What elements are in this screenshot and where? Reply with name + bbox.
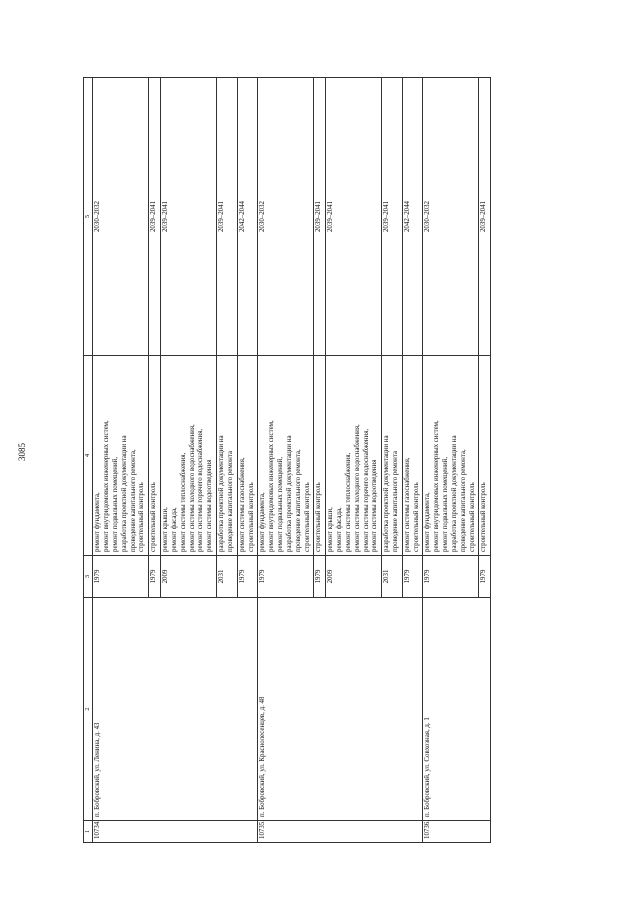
work-item: разработка проектной документации на: [383, 435, 391, 552]
work-item: ремонт фундамента,: [94, 492, 102, 552]
works-list: [402, 356, 423, 556]
work-item: разработка проектной документации на: [120, 435, 128, 552]
work-item: строительный контроль: [412, 482, 420, 552]
work-item: ремонт подвальных помещений,: [277, 456, 285, 552]
work-item: ремонт системы горячего водоснабжения,: [362, 428, 370, 552]
work-item: строительный контроль: [480, 482, 488, 552]
build-year: 1979: [93, 556, 149, 598]
work-item: ремонт системы холодного водоснабжения,: [353, 424, 361, 552]
rotated-table-container: [83, 78, 601, 843]
work-item: ремонт системы горячего водоснабжения,: [197, 428, 205, 552]
record-number: 10735.: [258, 821, 423, 843]
build-year: 1979: [402, 556, 423, 598]
build-year: 1979: [149, 556, 161, 598]
record-address: п. Бобровский, ул. Ленина, д. 43: [93, 598, 258, 821]
repair-period: 2039–2041: [314, 78, 326, 356]
work-item: ремонт подвальных помещений,: [111, 456, 119, 552]
works-list: [326, 356, 382, 556]
works-list: [237, 356, 258, 556]
repair-period: 2030–2032: [258, 78, 314, 356]
work-item: ремонт системы теплоснабжения,: [179, 452, 187, 552]
work-item: ремонт внутридомовых инженерных систем,: [103, 420, 111, 552]
work-item: проведение капитального ремонта,: [129, 449, 137, 552]
works-list: [217, 356, 238, 556]
repair-period: 2039–2041: [382, 78, 403, 356]
build-year: 2009: [161, 556, 217, 598]
repair-period: 2042–2044: [402, 78, 423, 356]
work-item: ремонт системы теплоснабжения,: [344, 452, 352, 552]
work-item: строительный контроль: [247, 482, 255, 552]
build-year: 1979: [314, 556, 326, 598]
work-item: проведение капитального ремонта,: [459, 449, 467, 552]
build-year: 2009: [326, 556, 382, 598]
build-year: 2031: [382, 556, 403, 598]
work-item: ремонт подвальных помещений,: [442, 456, 450, 552]
work-item: ремонт фундамента,: [259, 492, 267, 552]
work-item: проведение капитального ремонта: [391, 451, 399, 552]
build-year: 1979: [423, 556, 479, 598]
header-cell-3: 3: [84, 556, 93, 598]
work-item: разработка проектной документации на: [218, 435, 226, 552]
work-item: строительный контроль: [315, 482, 323, 552]
table-row: [93, 78, 149, 843]
work-item: ремонт крыши,: [162, 507, 170, 552]
record-number: 10736.: [423, 821, 491, 843]
work-item: строительный контроль: [150, 482, 158, 552]
work-item: ремонт системы водоотведения: [206, 459, 214, 552]
work-item: строительный контроль: [138, 482, 146, 552]
work-item: строительный контроль: [468, 482, 476, 552]
repair-period: 2042–2044: [237, 78, 258, 356]
work-item: проведение капитального ремонта,: [294, 449, 302, 552]
page-number: 3085: [17, 443, 27, 461]
work-item: ремонт фундамента,: [424, 492, 432, 552]
repair-period: 2039–2041: [326, 78, 382, 356]
work-item: ремонт системы водоотведения: [371, 459, 379, 552]
table-body: [84, 78, 491, 843]
header-cell-5: 5: [84, 78, 93, 356]
work-item: ремонт фасада,: [170, 507, 178, 552]
repair-period: 2039–2041: [479, 78, 491, 356]
work-item: ремонт системы газоснабжения,: [403, 457, 411, 552]
work-item: разработка проектной документации на: [450, 435, 458, 552]
works-list: [93, 356, 149, 556]
header-cell-4: 4: [84, 356, 93, 556]
work-item: ремонт системы холодного водоснабжения,: [188, 424, 196, 552]
header-cell-2: 2: [84, 598, 93, 821]
work-item: ремонт внутридомовых инженерных систем,: [268, 420, 276, 552]
works-list: [382, 356, 403, 556]
record-address: п. Бобровский, ул. Краснолесенцев, д. 48: [258, 598, 423, 821]
works-list: [161, 356, 217, 556]
work-item: проведение капитального ремонта: [226, 451, 234, 552]
header-row: [84, 78, 93, 843]
header-cell-1: 1: [84, 821, 93, 843]
record-address: п. Бобровский, ул. Совхозная, д. 1: [423, 598, 491, 821]
build-year: 1979: [258, 556, 314, 598]
build-year: 1979: [479, 556, 491, 598]
table-row: [423, 78, 479, 843]
work-item: разработка проектной документации на: [285, 435, 293, 552]
works-list: [149, 356, 161, 556]
repair-period: 2039–2041: [161, 78, 217, 356]
work-item: ремонт крыши,: [327, 507, 335, 552]
works-list: [479, 356, 491, 556]
repair-period: 2039–2041: [217, 78, 238, 356]
repair-period: 2039–2041: [149, 78, 161, 356]
build-year: 2031: [217, 556, 238, 598]
work-item: ремонт фасада,: [336, 507, 344, 552]
works-list: [314, 356, 326, 556]
works-list: [423, 356, 479, 556]
work-item: ремонт системы газоснабжения,: [238, 457, 246, 552]
record-number: 10734.: [93, 821, 258, 843]
work-item: ремонт внутридомовых инженерных систем,: [433, 420, 441, 552]
build-year: 1979: [237, 556, 258, 598]
repair-period: 2030–2032: [423, 78, 479, 356]
repair-period: 2030–2032: [93, 78, 149, 356]
works-list: [258, 356, 314, 556]
table-row: [258, 78, 314, 843]
repair-schedule-table: [83, 77, 491, 843]
work-item: строительный контроль: [303, 482, 311, 552]
